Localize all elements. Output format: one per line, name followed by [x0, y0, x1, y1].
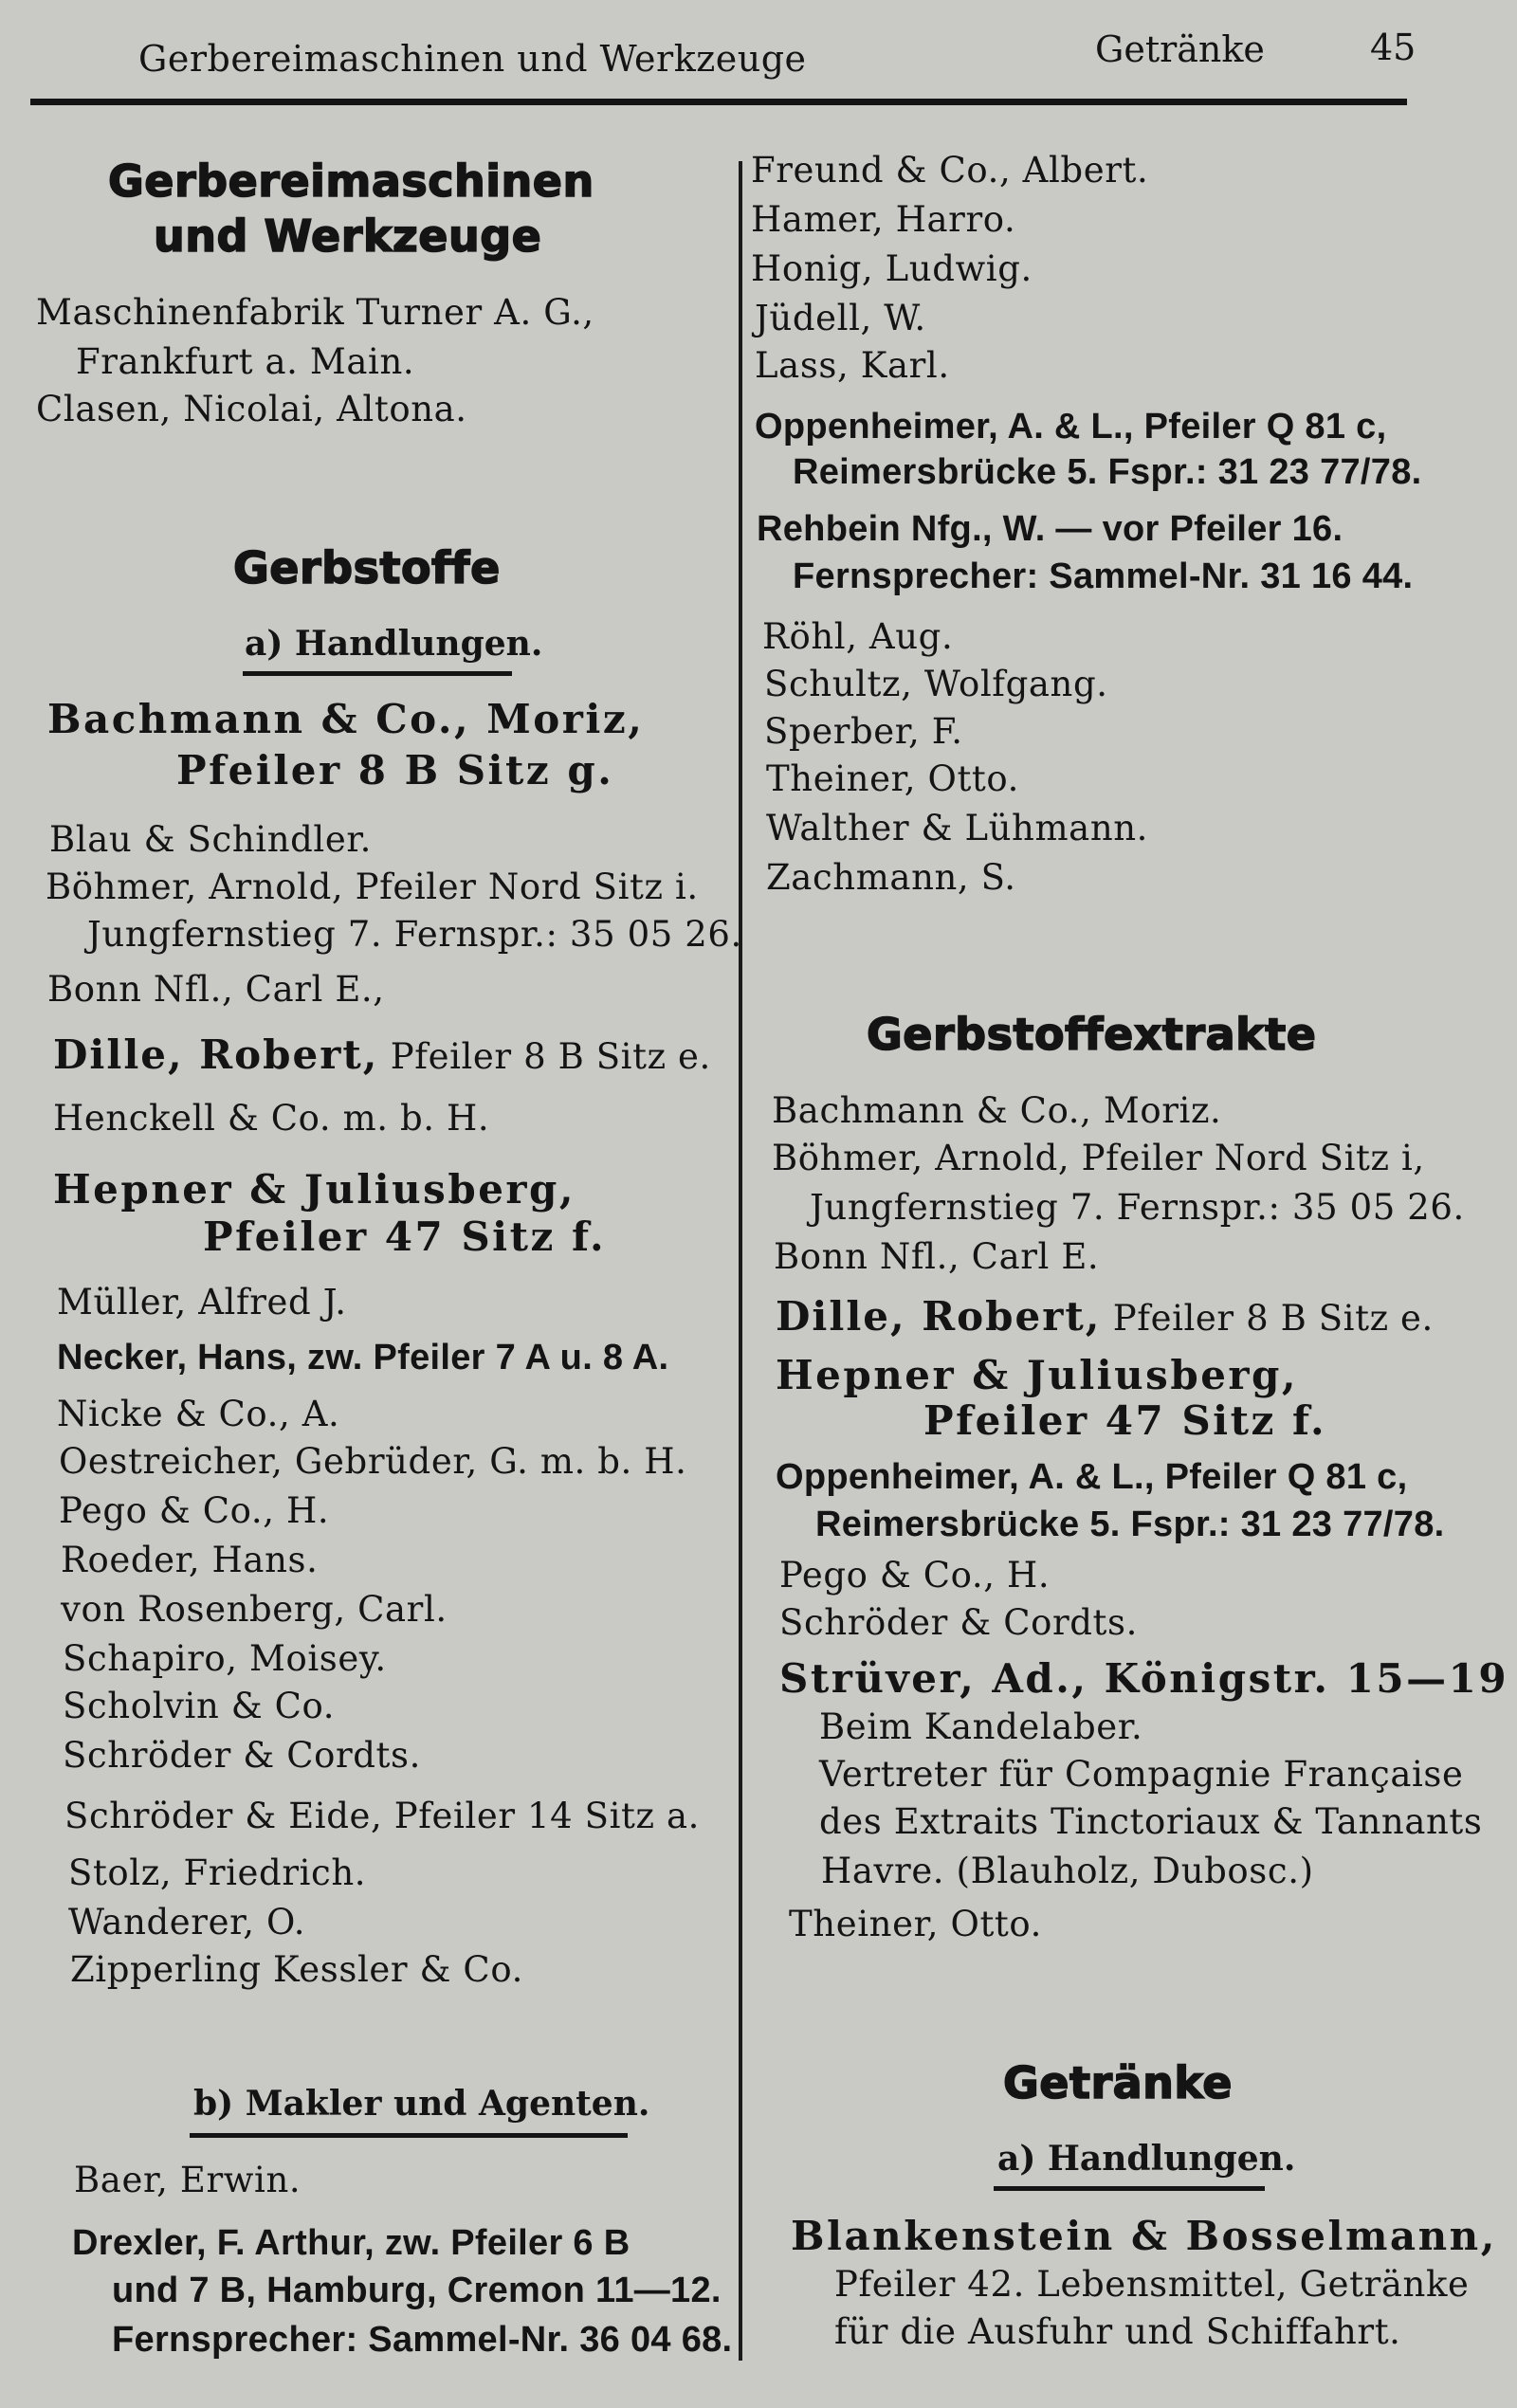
list-item: Nicke & Co., A. — [57, 1394, 340, 1434]
list-item: Oppenheimer, A. & L., Pfeiler Q 81 c, — [755, 407, 1387, 447]
running-header-right: Getränke — [1095, 28, 1265, 70]
list-item: Walther & Lühmann. — [766, 808, 1149, 848]
list-item: Maschinenfabrik Turner A. G., — [36, 292, 594, 333]
list-item: Müller, Alfred J. — [57, 1282, 347, 1323]
section-heading-gerbstoffextrakte: Gerbstoffextrakte — [867, 1009, 1317, 1060]
list-item: Schröder & Cordts. — [779, 1602, 1138, 1643]
list-item: Zachmann, S. — [766, 857, 1016, 898]
list-item-detail: Pfeiler 8 B Sitz e. — [378, 1036, 711, 1077]
list-item — [53, 1033, 711, 1077]
list-item: Honig, Ludwig. — [751, 248, 1033, 289]
list-item: Drexler, F. Arthur, zw. Pfeiler 6 B — [72, 2223, 631, 2263]
list-item: Zipperling Kessler & Co. — [70, 1949, 523, 1990]
list-item-name: Dille, Robert, — [776, 1293, 1102, 1340]
list-item: Pfeiler 42. Lebensmittel, Getränke — [834, 2264, 1470, 2305]
list-item: Bonn Nfl., Carl E. — [774, 1236, 1100, 1277]
list-item: Böhmer, Arnold, Pfeiler Nord Sitz i, — [772, 1138, 1425, 1178]
list-item: Stolz, Friedrich. — [68, 1852, 367, 1893]
list-item: Beim Kandelaber. — [819, 1706, 1143, 1747]
column-divider — [739, 161, 742, 2361]
subsection-rule — [243, 671, 512, 676]
list-item: für die Ausfuhr und Schiffahrt. — [834, 2311, 1401, 2352]
list-item: Blau & Schindler. — [49, 819, 372, 860]
section-heading-gerbereimaschinen-1: Gerbereimaschinen — [108, 155, 594, 207]
list-item — [776, 1295, 1434, 1339]
list-item: Jungfernstieg 7. Fernspr.: 35 05 26. — [810, 1187, 1465, 1228]
list-item: Rehbein Nfg., W. — vor Pfeiler 16. — [757, 509, 1343, 549]
list-item: Pego & Co., H. — [59, 1490, 330, 1531]
list-item: Reimersbrücke 5. Fspr.: 31 23 77/78. — [815, 1505, 1445, 1544]
list-item: Pfeiler 47 Sitz f. — [203, 1213, 607, 1260]
subsection-heading-makler: b) Makler und Agenten. — [193, 2084, 650, 2124]
list-item: Havre. (Blauholz, Dubosc.) — [821, 1851, 1314, 1891]
list-item: und 7 B, Hamburg, Cremon 11—12. — [112, 2271, 722, 2310]
list-item: Fernsprecher: Sammel-Nr. 36 04 68. — [112, 2320, 733, 2360]
section-heading-gerbstoffe: Gerbstoffe — [233, 542, 501, 593]
list-item: Jüdell, W. — [755, 298, 926, 338]
list-item: Theiner, Otto. — [766, 758, 1019, 799]
list-item: Schröder & Eide, Pfeiler 14 Sitz a. — [64, 1796, 700, 1836]
subsection-rule — [190, 2133, 628, 2138]
list-item: Schapiro, Moisey. — [63, 1638, 387, 1679]
list-item: Fernsprecher: Sammel-Nr. 31 16 44. — [793, 556, 1414, 596]
list-item: Hepner & Juliusberg, — [776, 1352, 1299, 1398]
list-item: Freund & Co., Albert. — [751, 150, 1149, 191]
list-item-name: Dille, Robert, — [53, 1031, 379, 1078]
list-item: Necker, Hans, zw. Pfeiler 7 A u. 8 A. — [57, 1338, 669, 1377]
list-item: Pego & Co., H. — [779, 1555, 1051, 1596]
list-item: Böhmer, Arnold, Pfeiler Nord Sitz i. — [46, 867, 699, 907]
list-item: Clasen, Nicolai, Altona. — [36, 389, 467, 429]
page-number: 45 — [1370, 27, 1416, 68]
subsection-rule — [994, 2186, 1265, 2191]
list-item: Baer, Erwin. — [74, 2160, 302, 2200]
list-item: Vertreter für Compagnie Française — [819, 1754, 1464, 1795]
list-item: Schröder & Cordts. — [63, 1735, 421, 1776]
list-item: Lass, Karl. — [755, 345, 950, 386]
section-heading-getraenke: Getränke — [1003, 2057, 1233, 2108]
list-item: Schultz, Wolfgang. — [764, 664, 1108, 704]
list-item: Roeder, Hans. — [61, 1540, 319, 1580]
list-item: Pfeiler 8 B Sitz g. — [176, 747, 614, 794]
list-item: Oestreicher, Gebrüder, G. m. b. H. — [59, 1441, 687, 1482]
list-item: des Extraits Tinctoriaux & Tannants — [819, 1801, 1483, 1842]
list-item: Henckell & Co. m. b. H. — [53, 1098, 490, 1139]
subsection-heading-handlungen: a) Handlungen. — [245, 624, 543, 664]
list-item: Strüver, Ad., Königstr. 15—19 — [779, 1655, 1509, 1702]
subsection-heading-handlungen: a) Handlungen. — [997, 2139, 1296, 2179]
header-rule — [30, 99, 1407, 105]
list-item: Bonn Nfl., Carl E., — [47, 969, 385, 1010]
list-item: Wanderer, O. — [68, 1902, 306, 1943]
list-item: von Rosenberg, Carl. — [61, 1589, 448, 1630]
list-item: Sperber, F. — [764, 711, 963, 752]
list-item: Pfeiler 47 Sitz f. — [923, 1397, 1327, 1444]
list-item: Scholvin & Co. — [63, 1686, 336, 1726]
running-header-left: Gerbereimaschinen und Werkzeuge — [138, 38, 807, 80]
list-item: Theiner, Otto. — [789, 1904, 1042, 1944]
list-item: Oppenheimer, A. & L., Pfeiler Q 81 c, — [776, 1457, 1408, 1497]
list-item: Röhl, Aug. — [762, 616, 954, 657]
list-item: Jungfernstieg 7. Fernspr.: 35 05 26. — [87, 914, 742, 955]
list-item: Frankfurt a. Main. — [76, 341, 415, 382]
list-item: Hepner & Juliusberg, — [53, 1166, 576, 1213]
section-heading-gerbereimaschinen-2: und Werkzeuge — [154, 210, 542, 262]
list-item: Bachmann & Co., Moriz, — [47, 696, 645, 742]
list-item: Bachmann & Co., Moriz. — [772, 1090, 1222, 1131]
list-item: Reimersbrücke 5. Fspr.: 31 23 77/78. — [793, 452, 1422, 492]
list-item: Hamer, Harro. — [751, 199, 1016, 240]
list-item-detail: Pfeiler 8 B Sitz e. — [1101, 1298, 1434, 1339]
list-item: Blankenstein & Bosselmann, — [791, 2213, 1497, 2259]
